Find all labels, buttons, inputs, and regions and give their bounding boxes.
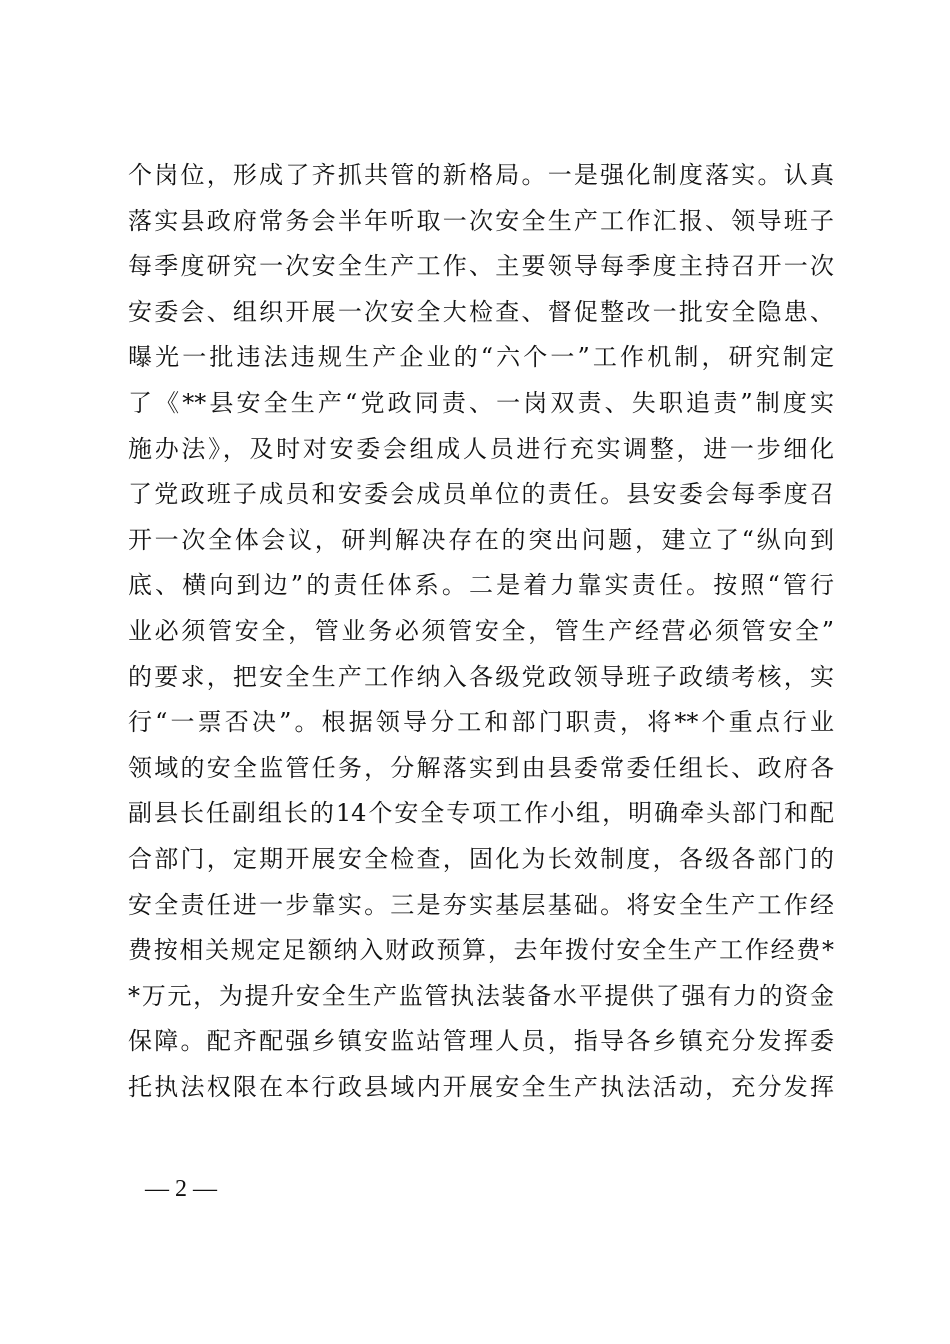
text-line: 托执法权限在本行政县域内开展安全生产执法活动，充分发挥 [128, 1072, 834, 1101]
text-line: 个岗位，形成了齐抓共管的新格局。一是强化制度落实。认真 [128, 161, 834, 189]
text-line: 业必须管安全，管业务必须管安全，管生产经营必须管安全” [128, 616, 834, 645]
text-line: 领域的安全监管任务，分解落实到由县委常委任组长、政府各 [128, 753, 834, 782]
text-line: *万元，为提升安全生产监管执法装备水平提供了强有力的资金 [128, 981, 834, 1010]
text-line: 了《**县安全生产“党政同责、一岗双责、失职追责”制度实 [128, 388, 834, 417]
text-line: 保障。配齐配强乡镇安监站管理人员，指导各乡镇充分发挥委 [128, 1027, 834, 1056]
body-text [128, 153, 834, 1110]
text-line: 合部门，定期开展安全检查，固化为长效制度，各级各部门的 [128, 844, 834, 873]
text-line: 副县长任副组长的14个安全专项工作小组，明确牵头部门和配 [128, 799, 834, 828]
text-line: 施办法》，及时对安委会组成人员进行充实调整，进一步细化 [128, 434, 834, 463]
text-line: 每季度研究一次安全生产工作、主要领导每季度主持召开一次 [128, 252, 834, 281]
text-line: 曝光一批违法违规生产企业的“六个一”工作机制，研究制定 [128, 343, 834, 372]
text-line: 底、横向到边”的责任体系。二是着力靠实责任。按照“管行 [128, 571, 834, 600]
text-line: 安委会、组织开展一次安全大检查、督促整改一批安全隐患、 [128, 297, 834, 326]
text-line: 费按相关规定足额纳入财政预算，去年拨付安全生产工作经费* [128, 936, 834, 965]
page-number: — 2 — [145, 1176, 217, 1202]
text-line: 行“一票否决”。根据领导分工和部门职责，将**个重点行业 [128, 708, 834, 737]
text-line: 安全责任进一步靠实。三是夯实基层基础。将安全生产工作经 [128, 890, 834, 919]
text-line: 了党政班子成员和安委会成员单位的责任。县安委会每季度召 [128, 480, 834, 509]
text-line: 的要求，把安全生产工作纳入各级党政领导班子政绩考核，实 [128, 662, 834, 691]
text-line: 开一次全体会议，研判解决存在的突出问题，建立了“纵向到 [128, 525, 834, 554]
text-line: 落实县政府常务会半年听取一次安全生产工作汇报、领导班子 [128, 206, 834, 235]
